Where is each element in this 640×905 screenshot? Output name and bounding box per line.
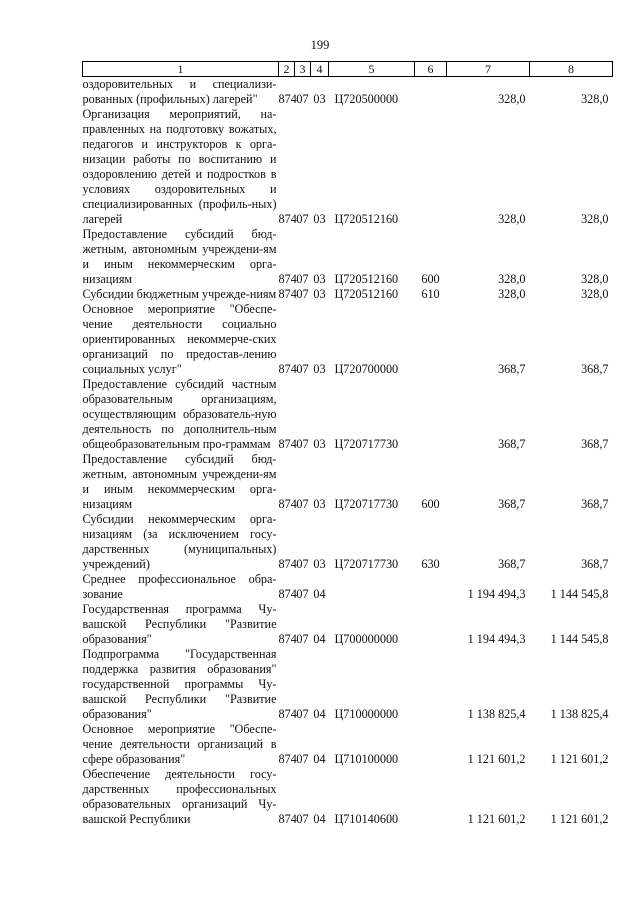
table-row: [83, 647, 613, 722]
row-ministry-code: 874: [278, 92, 297, 106]
table-row: [83, 77, 613, 108]
row-expense-type: 600: [421, 272, 440, 286]
row-ministry-code: 874: [278, 632, 297, 646]
row-name: Среднее профессиональное обра-зование: [82, 572, 277, 601]
row-section-code: 07: [296, 362, 309, 376]
row-ministry-code: 874: [278, 812, 297, 826]
row-ministry-code: 874: [278, 587, 297, 601]
row-expense-type: [415, 572, 447, 602]
row-name: Предоставление субсидий бюд-жетным, автономным учреждени-ям и иным некоммерческим орга-низациям: [82, 452, 277, 511]
row-subsection-code: 03: [313, 287, 326, 301]
row-amount-year1: 368,7: [498, 437, 526, 451]
header-cell: 6: [415, 62, 447, 77]
row-expense-type: 600: [421, 497, 440, 511]
table-row: [83, 452, 613, 512]
table-header: [83, 62, 613, 77]
row-target-article: Ц720717730: [334, 497, 399, 511]
row-ministry-code: 874: [278, 287, 297, 301]
row-section-code: 07: [296, 92, 309, 106]
row-amount-year2: 328,0: [581, 92, 609, 106]
row-ministry-code: 874: [278, 752, 297, 766]
row-amount-year1: 1 138 825,4: [467, 707, 526, 721]
row-target-article: [329, 572, 415, 602]
row-target-article: Ц710000000: [334, 707, 399, 721]
row-expense-type: [415, 602, 447, 647]
table-row: [83, 302, 613, 377]
row-amount-year2: 368,7: [581, 437, 609, 451]
row-section-code: 07: [296, 707, 309, 721]
row-name: Основное мероприятие "Обеспе-чение деятельности организаций в сфере образования": [82, 722, 277, 766]
table-row: [83, 227, 613, 287]
row-expense-type: [415, 377, 447, 452]
row-amount-year2: 1 121 601,2: [550, 752, 609, 766]
row-subsection-code: 04: [313, 587, 326, 601]
row-subsection-code: 03: [313, 362, 326, 376]
table-row: [83, 287, 613, 302]
row-amount-year1: 368,7: [498, 362, 526, 376]
table-row: [83, 767, 613, 827]
row-subsection-code: 03: [313, 437, 326, 451]
row-section-code: 07: [296, 587, 309, 601]
row-ministry-code: 874: [278, 707, 297, 721]
row-ministry-code: 874: [278, 557, 297, 571]
row-ministry-code: 874: [278, 437, 297, 451]
row-section-code: 07: [296, 557, 309, 571]
row-name: оздоровительных и специализи-рованных (профильных) лагерей": [82, 77, 277, 106]
row-amount-year1: 1 194 494,3: [467, 587, 526, 601]
row-section-code: 07: [296, 497, 309, 511]
row-section-code: 07: [296, 272, 309, 286]
row-expense-type: [415, 107, 447, 227]
row-target-article: Ц710140600: [334, 812, 399, 826]
page-number: 199: [310, 38, 330, 52]
row-section-code: 07: [296, 812, 309, 826]
row-subsection-code: 03: [313, 497, 326, 511]
row-section-code: 07: [296, 437, 309, 451]
table-row: [83, 572, 613, 602]
row-name: Подпрограмма "Государственная поддержка развития образования" государственной программы Чу-вашской Республики "Развитие образования": [82, 647, 277, 721]
header-cell: 1: [83, 62, 279, 77]
row-name: Предоставление субсидий частным образовательным организациям, осуществляющим образователь-ную деятельность по дополнитель-ным общеобразовательным про-граммам: [82, 377, 277, 451]
row-subsection-code: 04: [313, 707, 326, 721]
header-cell: 3: [295, 62, 311, 77]
header-cell: 2: [279, 62, 295, 77]
row-amount-year2: 368,7: [581, 362, 609, 376]
row-expense-type: [415, 647, 447, 722]
header-cell: 4: [311, 62, 329, 77]
row-amount-year2: 368,7: [581, 557, 609, 571]
table-body: [83, 77, 613, 828]
row-expense-type: 610: [421, 287, 440, 301]
row-expense-type: 630: [421, 557, 440, 571]
row-target-article: Ц720717730: [334, 557, 399, 571]
row-amount-year1: 328,0: [498, 92, 526, 106]
budget-table: [82, 61, 613, 827]
row-amount-year1: 1 194 494,3: [467, 632, 526, 646]
row-expense-type: [415, 767, 447, 827]
row-ministry-code: 874: [278, 272, 297, 286]
row-subsection-code: 04: [313, 632, 326, 646]
row-name: Обеспечение деятельности госу-дарственных профессиональных образовательных организаций Чу-вашской Республики: [82, 767, 277, 826]
row-target-article: Ц720500000: [334, 92, 399, 106]
row-ministry-code: 874: [278, 497, 297, 511]
row-expense-type: [415, 77, 447, 108]
row-target-article: Ц710100000: [334, 752, 399, 766]
row-subsection-code: 03: [313, 212, 326, 226]
table-row: [83, 107, 613, 227]
row-amount-year1: 1 121 601,2: [467, 812, 526, 826]
row-target-article: Ц720717730: [334, 437, 399, 451]
header-cell: 5: [329, 62, 415, 77]
table-row: [83, 377, 613, 452]
row-subsection-code: 03: [313, 92, 326, 106]
row-amount-year2: 328,0: [581, 272, 609, 286]
row-amount-year1: 368,7: [498, 557, 526, 571]
row-amount-year2: 328,0: [581, 212, 609, 226]
row-amount-year2: 1 138 825,4: [550, 707, 609, 721]
row-amount-year1: 368,7: [498, 497, 526, 511]
row-name: Организация мероприятий, на-правленных на подготовку вожатых, педагогов и инструкторов к орга-низации работы по воспитанию и оздоровлению детей и подростков в условиях оздоровительных и специализированных (профиль-ных) лагерей: [82, 107, 277, 226]
row-subsection-code: 03: [313, 557, 326, 571]
row-amount-year2: 1 121 601,2: [550, 812, 609, 826]
row-target-article: Ц700000000: [334, 632, 399, 646]
row-section-code: 07: [296, 287, 309, 301]
row-amount-year1: 328,0: [498, 287, 526, 301]
row-amount-year2: 1 144 545,8: [550, 587, 609, 601]
row-expense-type: [415, 722, 447, 767]
row-ministry-code: 874: [278, 212, 297, 226]
row-target-article: Ц720512160: [334, 272, 399, 286]
row-name: Основное мероприятие "Обеспе-чение деятельности социально ориентированных некоммерче-ских организаций по предостав-лению социальных услуг": [82, 302, 277, 376]
row-subsection-code: 03: [313, 272, 326, 286]
row-name: Субсидии некоммерческим орга-низациям (за исключением госу-дарственных (муниципальных) учреждений): [82, 512, 277, 571]
table-row: [83, 722, 613, 767]
row-target-article: Ц720512160: [334, 287, 399, 301]
header-cell: 8: [530, 62, 613, 77]
row-name: Субсидии бюджетным учрежде-ниям: [82, 287, 277, 301]
row-amount-year1: 1 121 601,2: [467, 752, 526, 766]
row-amount-year2: 328,0: [581, 287, 609, 301]
row-section-code: 07: [296, 752, 309, 766]
table-row: [83, 512, 613, 572]
row-expense-type: [415, 302, 447, 377]
row-section-code: 07: [296, 632, 309, 646]
row-target-article: Ц720512160: [334, 212, 399, 226]
row-subsection-code: 04: [313, 752, 326, 766]
row-section-code: 07: [296, 212, 309, 226]
row-ministry-code: 874: [278, 362, 297, 376]
row-amount-year2: 368,7: [581, 497, 609, 511]
row-amount-year2: 1 144 545,8: [550, 632, 609, 646]
row-target-article: Ц720700000: [334, 362, 399, 376]
row-amount-year1: 328,0: [498, 212, 526, 226]
row-amount-year1: 328,0: [498, 272, 526, 286]
table-row: [83, 602, 613, 647]
header-cell: 7: [447, 62, 530, 77]
row-subsection-code: 04: [313, 812, 326, 826]
row-name: Государственная программа Чу-вашской Республики "Развитие образования": [82, 602, 277, 646]
row-name: Предоставление субсидий бюд-жетным, автономным учреждени-ям и иным некоммерческим орга-низациям: [82, 227, 277, 286]
